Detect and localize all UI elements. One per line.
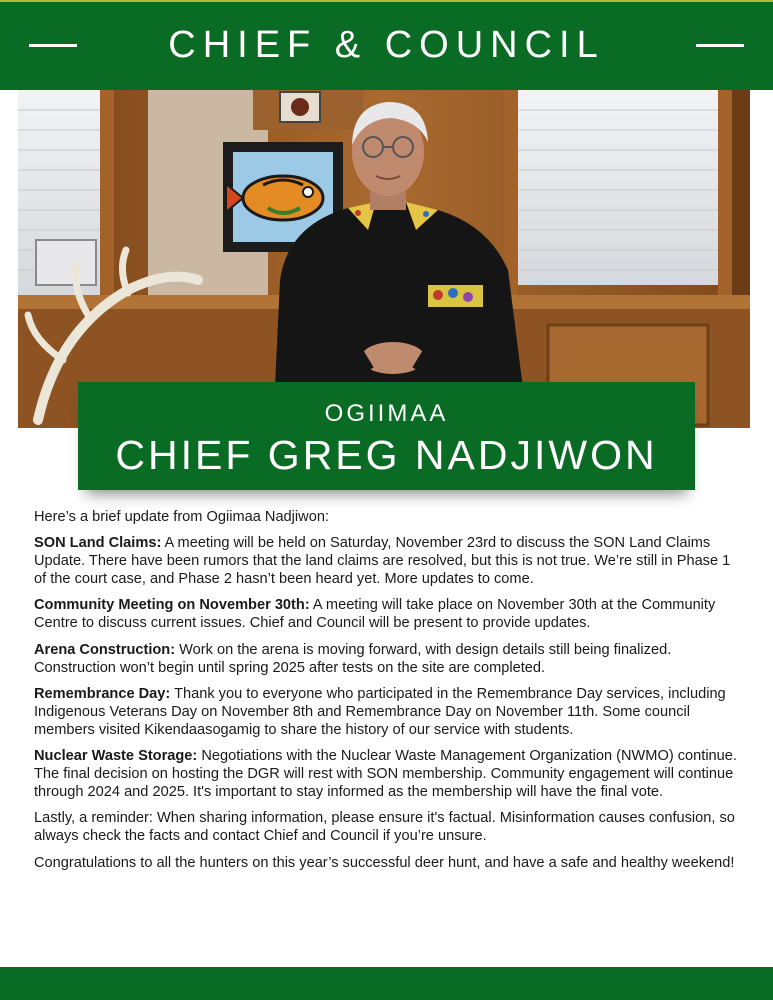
section-heading: Community Meeting on November 30th: bbox=[34, 597, 310, 614]
chief-photo bbox=[18, 90, 750, 428]
name-subtitle: OGIIMAA bbox=[324, 400, 449, 427]
section-nuclear-waste bbox=[34, 747, 746, 801]
closing-paragraph: Congratulations to all the hunters on this year’s successful deer hunt, and have a safe and healthy weekend! bbox=[34, 854, 735, 871]
section-body: A meeting will be held on Saturday, November 23rd to discuss the SON Land Claims Update. There have been rumors that the land claims are resolved, but this is not true. We’re still in Phase 1 of the court case, and Phase 2 hasn’t been heard yet. More updates to come. bbox=[34, 535, 731, 588]
chief-name: CHIEF GREG NADJIWON bbox=[115, 432, 658, 478]
section-heading: Arena Construction: bbox=[34, 641, 176, 658]
footer-bar bbox=[0, 967, 773, 1000]
section-body: Work on the arena is moving forward, with design details still being finalized. Construction won’t begin until spring 2025 after tests on the site are completed. bbox=[34, 641, 672, 676]
reminder-paragraph: Lastly, a reminder: When sharing information, please ensure it's factual. Misinformation causes confusion, so always check the facts and contact Chief and Council if you’re unsure. bbox=[34, 810, 735, 845]
name-banner bbox=[78, 382, 695, 490]
photo-illustration bbox=[18, 90, 750, 428]
section-remembrance-day bbox=[34, 685, 746, 739]
section-body: A meeting will take place on November 30th at the Community Centre to discuss current issues. Chief and Council will be present to provide updates. bbox=[34, 597, 716, 632]
intro-paragraph: Here’s a brief update from Ogiimaa Nadjiwon: bbox=[34, 509, 329, 525]
right-dash-decoration bbox=[696, 44, 744, 47]
section-community-meeting bbox=[34, 596, 746, 632]
section-land-claims bbox=[34, 534, 746, 588]
header-banner bbox=[0, 0, 773, 90]
page-title: CHIEF & COUNCIL bbox=[168, 24, 605, 66]
section-body: Negotiations with the Nuclear Waste Management Organization (NWMO) continue. The final decision on hosting the DGR will rest with SON membership. Community engagement will continue through 2024 and 2025. It's important to stay informed as the membership will have the final vote. bbox=[34, 748, 737, 801]
section-heading: Nuclear Waste Storage: bbox=[34, 748, 198, 765]
update-content bbox=[34, 508, 746, 880]
section-body: Thank you to everyone who participated in the Remembrance Day services, including Indigenous Veterans Day on November 8th and Remembrance Day on November 11th. Some council members visited Kikendaasogamig to share the history of our service with students. bbox=[34, 685, 726, 738]
section-heading: SON Land Claims: bbox=[34, 535, 162, 552]
section-arena-construction bbox=[34, 641, 746, 677]
section-heading: Remembrance Day: bbox=[34, 685, 171, 702]
